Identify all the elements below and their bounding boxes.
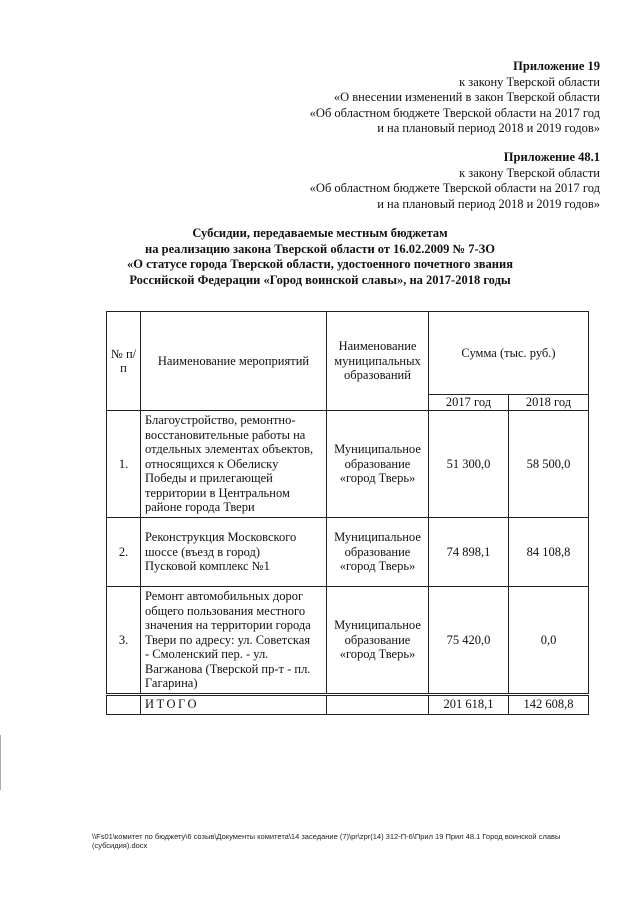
table-row — [107, 587, 589, 695]
appendix-48-heading: Приложение 48.1 — [503, 150, 600, 164]
row-municipality: Муниципальное образование «город Тверь» — [327, 518, 429, 587]
file-path-footer: \\Fs01\комитет по бюджету\6 созыв\Документы комитета\14 заседание (7)\pr\zpr(14) 312-П-6\Прил 19 Прил 48.1 Город воинской славы (субсидия).docx — [92, 832, 561, 850]
total-num-empty — [107, 694, 141, 714]
row-num: 2. — [107, 518, 141, 587]
row-municipality: Муниципальное образование «город Тверь» — [327, 411, 429, 518]
row-value-2017: 74 898,1 — [429, 518, 509, 587]
row-value-2017: 75 420,0 — [429, 587, 509, 695]
appendix-19-heading: Приложение 19 — [513, 59, 600, 73]
event-line: территории в Центральном — [145, 485, 290, 500]
appendix-19-line: и на плановый период 2018 и 2019 годов» — [377, 121, 600, 135]
scan-edge-mark — [0, 735, 1, 790]
event-line: Победы и прилегающей — [145, 471, 273, 485]
row-event — [141, 518, 327, 587]
title-line: Субсидии, передаваемые местным бюджетам — [192, 226, 448, 240]
total-value-2017: 201 618,1 — [429, 694, 509, 714]
subsidies-table — [106, 311, 589, 715]
header-sum: Сумма (тыс. руб.) — [429, 312, 589, 395]
event-line: значения на территории города — [145, 618, 311, 632]
event-line: районе города Твери — [145, 500, 255, 514]
title-line: на реализацию закона Тверской области от 16.02.2009 № 7-ЗО — [145, 241, 495, 256]
row-num: 1. — [107, 411, 141, 518]
row-municipality: Муниципальное образование «город Тверь» — [327, 587, 429, 695]
event-line: Пусковой комплекс №1 — [145, 559, 270, 574]
row-num: 3. — [107, 587, 141, 695]
table-total-row — [107, 694, 589, 714]
table-row — [107, 518, 589, 587]
event-line: относящихся к Обелиску — [145, 456, 279, 471]
appendix-48-line: «Об областном бюджете Тверской области на 2017 год — [309, 181, 600, 195]
row-value-2018: 0,0 — [509, 587, 589, 695]
event-line: Благоустройство, ремонтно- — [145, 413, 296, 427]
title-line: «О статусе города Тверской области, удостоенного почетного звания — [127, 257, 513, 271]
title-line: Российской Федерации «Город воинской славы», на 2017-2018 годы — [129, 272, 511, 287]
document-title — [0, 226, 640, 288]
appendix-48-header — [310, 150, 600, 212]
event-line: общего пользования местного — [145, 603, 306, 618]
event-line: Вагжанова (Тверской пр-т - пл. — [145, 661, 311, 676]
total-value-2018: 142 608,8 — [509, 694, 589, 714]
row-value-2018: 84 108,8 — [509, 518, 589, 587]
appendix-19-line: «О внесении изменений в закон Тверской области — [333, 90, 600, 104]
appendix-48-line: и на плановый период 2018 и 2019 годов» — [377, 196, 600, 211]
header-num: № п/п — [107, 312, 141, 411]
header-year-2017: 2017 год — [429, 394, 509, 410]
row-event — [141, 587, 327, 695]
appendix-19-line: «Об областном бюджете Тверской области на 2017 год — [309, 105, 600, 120]
event-line: - Смоленский пер. - ул. — [145, 647, 269, 661]
row-event — [141, 411, 327, 518]
appendix-19-line: к закону Тверской области — [459, 74, 600, 89]
event-line: восстановительные работы на — [145, 427, 306, 442]
header-event: Наименование мероприятий — [141, 312, 327, 411]
table-header-row — [107, 312, 589, 395]
event-line: Гагарина) — [145, 676, 198, 690]
event-line: Твери по адресу: ул. Советская — [145, 632, 311, 647]
event-line: шоссе (въезд в город) — [145, 544, 260, 559]
table-row — [107, 411, 589, 518]
row-value-2018: 58 500,0 — [509, 411, 589, 518]
header-year-2018: 2018 год — [509, 394, 589, 410]
event-line: Реконструкция Московского — [145, 530, 297, 545]
appendix-48-line: к закону Тверской области — [459, 165, 600, 180]
total-label: ИТОГО — [141, 694, 327, 714]
total-municipality-empty — [327, 694, 429, 714]
event-line: отдельных элементах объектов, — [145, 442, 314, 456]
row-value-2017: 51 300,0 — [429, 411, 509, 518]
appendix-19-header — [310, 59, 600, 137]
event-line: Ремонт автомобильных дорог — [145, 589, 304, 603]
header-municipality: Наименование муниципальных образований — [327, 312, 429, 411]
